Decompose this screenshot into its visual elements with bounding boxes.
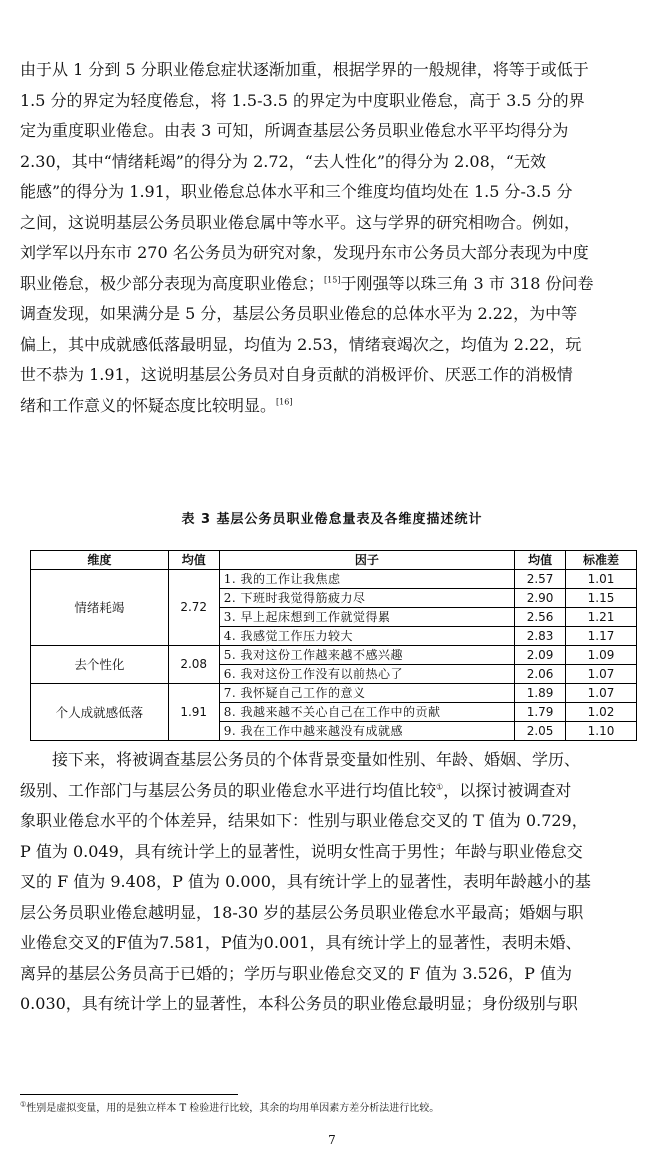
text-line: P 值为 0.049，具有统计学上的显著性，说明女性高于男性；年龄与职业倦怠交 [20,841,583,861]
text-line: 之间，这说明基层公务员职业倦怠属中等水平。这与学界的研究相吻合。例如， [20,212,581,232]
factor-cell: 9. 我在工作中越来越没有成就感 [219,722,514,741]
factor-cell: 3. 早上起床想到工作就觉得累 [219,608,514,627]
text-line: 业倦怠交叉的F值为7.581，P值为0.001，具有统计学上的显著性，表明未婚、 [20,933,582,952]
dimension-cell: 去个性化 [31,646,169,684]
text-segment: 级别、工作部门与基层公务员的职业倦怠水平进行均值比较 [20,780,437,800]
text-segment: 于刚强等以珠三角 3 市 318 份问卷 [340,273,594,293]
text-line [20,776,654,807]
factor-cell: 7. 我怀疑自己工作的意义 [219,684,514,703]
text-line: 刘学军以丹东市 270 名公务员为研究对象，发现丹东市公务员大部分表现为中度 [20,243,589,262]
dimension-mean-cell: 1.91 [168,684,219,741]
text-line: 叉的 F 值为 9.408，P 值为 0.000，具有统计学上的显著性，表明年龄越小的基 [20,872,591,891]
factor-sd-cell: 1.09 [566,646,637,665]
header-mean: 均值 [168,551,219,570]
body-paragraph-1 [20,55,654,421]
factor-mean-cell: 2.83 [515,627,566,646]
footnote-divider [20,1094,238,1095]
header-factor: 因子 [219,551,514,570]
dimension-mean-cell: 2.08 [168,646,219,684]
factor-cell: 4. 我感觉工作压力较大 [219,627,514,646]
text-line: 离异的基层公务员高于已婚的；学历与职业倦怠交叉的 F 值为 3.526，P 值为 [20,963,573,983]
text-line: 0.030，具有统计学上的显著性，本科公务员的职业倦怠最明显；身份级别与职 [20,994,578,1013]
header-dimension: 维度 [31,551,169,570]
factor-cell: 8. 我越来越不关心自己在工作中的贡献 [219,703,514,722]
table-caption: 表 3 基层公务员职业倦怠量表及各维度描述统计 [181,512,483,527]
factor-sd-cell: 1.07 [566,665,637,684]
factor-sd-cell: 1.07 [566,684,637,703]
factor-sd-cell: 1.17 [566,627,637,646]
factor-sd-cell: 1.15 [566,589,637,608]
factor-mean-cell: 2.90 [515,589,566,608]
table-header-row [31,551,637,570]
stats-table [30,550,637,741]
page-number: 7 [328,1133,336,1147]
body-paragraph-2 [20,745,654,1020]
dimension-cell: 情绪耗竭 [31,570,169,646]
text-line: 调查发现，如果满分是 5 分，基层公务员职业倦怠的总体水平为 2.22，为中等 [20,304,578,323]
text-line: 世不恭为 1.91，这说明基层公务员对自身贡献的消极评价、厌恶工作的消极情 [20,365,573,384]
factor-mean-cell: 2.06 [515,665,566,684]
factor-mean-cell: 1.89 [515,684,566,703]
text-line: 2.30，其中“情绪耗竭”的得分为 2.72，“去人性化”的得分为 2.08，“无效 [20,151,546,171]
factor-mean-cell: 2.57 [515,570,566,589]
citation-ref-16: [16] [276,397,293,407]
text-segment: 职业倦怠，极少部分表现为高度职业倦怠； [20,273,325,293]
table-row [31,684,637,703]
header-sd: 标准差 [566,551,637,570]
factor-sd-cell: 1.10 [566,722,637,741]
table-row [31,646,637,665]
footnote-marker[interactable]: ① [436,782,444,792]
text-line: 偏上，其中成就感低落最明显，均值为 2.53，情绪衰竭次之，均值为 2.22，玩 [20,334,582,354]
text-line: 定为重度职业倦怠。由表 3 可知，所调查基层公务员职业倦怠水平平均得分为 [20,121,569,140]
text-line: 由于从 1 分到 5 分职业倦怠症状逐渐加重，根据学界的一般规律，将等于或低于 [20,60,589,79]
dimension-cell: 个人成就感低落 [31,684,169,741]
factor-mean-cell: 2.56 [515,608,566,627]
header-factor-mean: 均值 [515,551,566,570]
text-line: 1.5 分的界定为轻度倦怠，将 1.5-3.5 的界定为中度职业倦怠，高于 3.5 分的界 [20,90,585,110]
footnote [20,1099,439,1114]
factor-cell: 6. 我对这份工作没有以前热心了 [219,665,514,684]
text-segment: ，以探讨被调查对 [443,780,572,800]
factor-cell: 2. 下班时我觉得筋疲力尽 [219,589,514,608]
factor-mean-cell: 2.05 [515,722,566,741]
text-line: 象职业倦怠水平的个体差异，结果如下：性别与职业倦怠交叉的 T 值为 0.729， [20,811,588,830]
footnote-text: 性别是虚拟变量，用的是独立样本 T 检验进行比较，其余的均用单因素方差分析法进行比较。 [26,1103,440,1114]
dimension-mean-cell: 2.72 [168,570,219,646]
text-line: 接下来，将被调查基层公务员的个体背景变量如性别、年龄、婚姻、学历、 [52,750,581,769]
text-segment: 绪和工作意义的怀疑态度比较明显。 [20,395,277,415]
text-line: 层公务员职业倦怠越明显，18-30 岁的基层公务员职业倦怠水平最高；婚姻与职 [20,902,584,922]
citation-ref-15: [15] [324,275,341,285]
factor-cell: 5. 我对这份工作越来越不感兴趣 [219,646,514,665]
table-row [31,570,637,589]
text-line: 能感”的得分为 1.91，职业倦怠总体水平和三个维度均值均处在 1.5 分-3.5 分 [20,182,573,201]
factor-sd-cell: 1.02 [566,703,637,722]
factor-cell: 1. 我的工作让我焦虑 [219,570,514,589]
factor-sd-cell: 1.01 [566,570,637,589]
footnote-mark: ① [20,1100,27,1109]
factor-mean-cell: 1.79 [515,703,566,722]
text-line [20,391,654,422]
factor-mean-cell: 2.09 [515,646,566,665]
text-line [20,269,654,300]
factor-sd-cell: 1.21 [566,608,637,627]
